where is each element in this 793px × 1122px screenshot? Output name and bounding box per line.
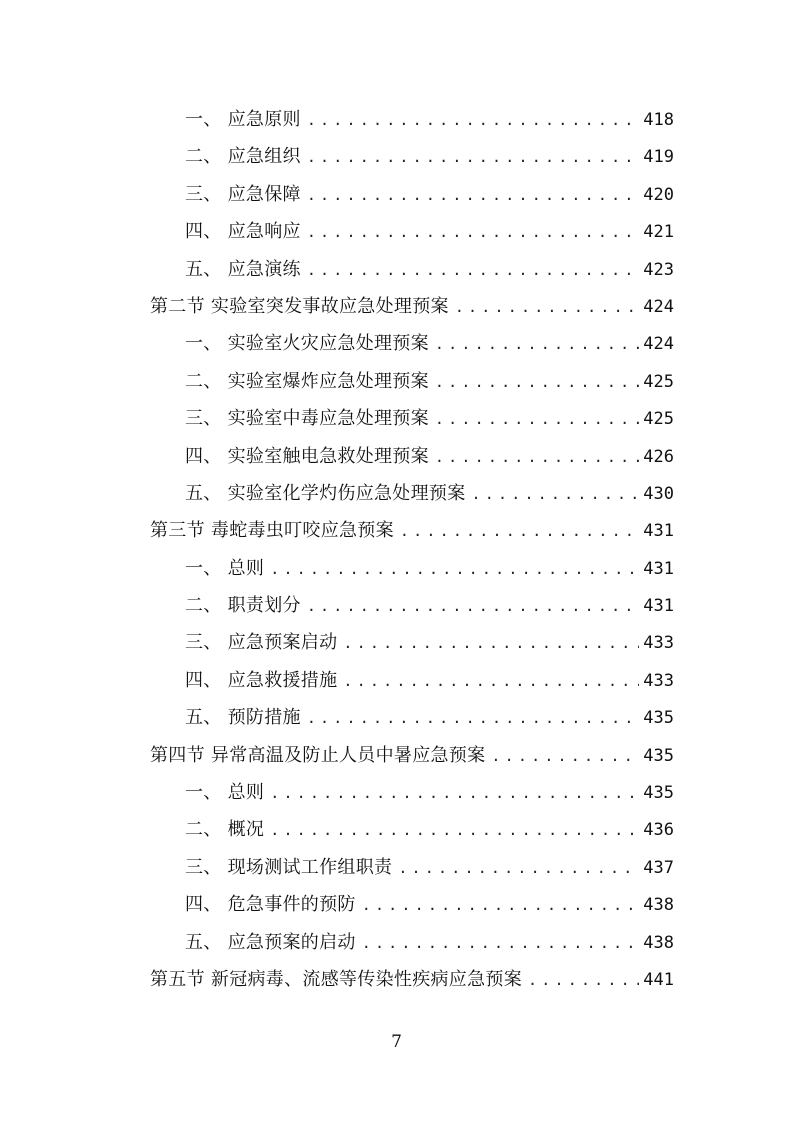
toc-entry-label	[185, 138, 301, 175]
toc-entry-title: 应急预案启动	[227, 632, 338, 654]
toc-entry-title: 应急组织	[227, 146, 301, 168]
toc-dot-leader	[435, 364, 639, 401]
toc-dot-leader	[400, 513, 639, 550]
toc-dot-leader	[362, 925, 640, 962]
toc-entry-page: 435	[643, 745, 674, 766]
toc-dot-leader	[307, 139, 639, 176]
toc-entry-page: 419	[643, 147, 674, 168]
toc-entry-number: 五、	[185, 931, 222, 953]
toc-dot-leader	[435, 439, 639, 476]
toc-entry-number: 一、	[185, 782, 222, 804]
toc-subsection-entry[interactable]	[150, 176, 674, 213]
toc-dot-leader	[270, 551, 639, 588]
toc-subsection-entry[interactable]	[150, 662, 674, 699]
toc-entry-number: 四、	[185, 445, 222, 467]
toc-entry-number: 第二节	[150, 295, 205, 317]
toc-subsection-entry[interactable]	[150, 849, 674, 886]
toc-entry-number: 一、	[185, 333, 222, 355]
toc-entry-label	[185, 662, 337, 699]
toc-entry-label	[185, 176, 301, 213]
toc-entry-label	[185, 624, 337, 661]
toc-entry-title: 实验室化学灼伤应急处理预案	[227, 482, 466, 504]
toc-entry-page: 425	[643, 409, 674, 430]
toc-subsection-entry[interactable]	[150, 624, 674, 661]
toc-entry-label	[185, 924, 356, 961]
toc-entry-number: 三、	[185, 408, 222, 430]
toc-entry-page: 441	[643, 969, 674, 990]
toc-entry-title: 实验室突发事故应急处理预案	[210, 295, 449, 317]
toc-dot-leader	[307, 588, 639, 625]
toc-entry-label	[185, 699, 301, 736]
toc-dot-leader	[435, 326, 639, 363]
toc-entry-label	[185, 774, 264, 811]
toc-entry-label	[185, 811, 264, 848]
toc-dot-leader	[491, 738, 639, 775]
toc-entry-page: 420	[643, 184, 674, 205]
toc-dot-leader	[270, 812, 639, 849]
toc-subsection-entry[interactable]	[150, 475, 674, 512]
table-of-contents	[150, 101, 674, 998]
toc-entry-number: 三、	[185, 632, 222, 654]
toc-entry-number: 五、	[185, 707, 222, 729]
toc-dot-leader	[270, 775, 639, 812]
toc-entry-label	[185, 587, 301, 624]
toc-dot-leader	[472, 476, 640, 513]
toc-subsection-entry[interactable]	[150, 101, 674, 138]
toc-subsection-entry[interactable]	[150, 138, 674, 175]
toc-entry-title: 应急预案的启动	[227, 931, 356, 953]
toc-dot-leader	[528, 962, 639, 999]
toc-dot-leader	[343, 625, 639, 662]
toc-entry-number: 四、	[185, 221, 222, 243]
toc-entry-label	[185, 251, 301, 288]
toc-entry-page: 436	[643, 820, 674, 841]
toc-entry-label	[185, 475, 466, 512]
toc-subsection-entry[interactable]	[150, 587, 674, 624]
toc-entry-title: 总则	[227, 782, 265, 804]
toc-entry-number: 二、	[185, 370, 222, 392]
toc-dot-leader	[362, 887, 640, 924]
toc-entry-label	[150, 737, 485, 774]
toc-dot-leader	[343, 663, 639, 700]
toc-entry-page: 435	[643, 783, 674, 804]
toc-entry-label	[185, 849, 392, 886]
toc-subsection-entry[interactable]	[150, 550, 674, 587]
toc-entry-number: 五、	[185, 482, 222, 504]
toc-entry-page: 424	[643, 334, 674, 355]
toc-entry-label	[185, 886, 356, 923]
toc-entry-number: 第三节	[150, 520, 205, 542]
toc-entry-title: 预防措施	[227, 707, 301, 729]
toc-entry-title: 实验室火灾应急处理预案	[227, 333, 429, 355]
toc-entry-title: 现场测试工作组职责	[227, 856, 393, 878]
toc-entry-title: 职责划分	[227, 595, 301, 617]
toc-entry-title: 实验室爆炸应急处理预案	[227, 370, 429, 392]
toc-entry-title: 应急响应	[227, 221, 301, 243]
toc-entry-title: 实验室中毒应急处理预案	[227, 408, 429, 430]
toc-dot-leader	[398, 850, 639, 887]
toc-section-entry[interactable]	[150, 961, 674, 998]
toc-entry-label	[150, 961, 522, 998]
toc-entry-title: 概况	[227, 819, 265, 841]
toc-dot-leader	[435, 401, 639, 438]
toc-entry-title: 毒蛇毒虫叮咬应急预案	[210, 520, 394, 542]
toc-entry-page: 433	[643, 670, 674, 691]
toc-subsection-entry[interactable]	[150, 438, 674, 475]
toc-entry-number: 一、	[185, 109, 222, 130]
toc-dot-leader	[307, 214, 639, 251]
toc-entry-page: 431	[643, 558, 674, 579]
toc-entry-label	[185, 363, 429, 400]
toc-entry-title: 危急事件的预防	[227, 894, 356, 916]
toc-entry-page: 426	[643, 446, 674, 467]
toc-subsection-entry[interactable]	[150, 811, 674, 848]
toc-entry-number: 二、	[185, 595, 222, 617]
toc-entry-label	[185, 438, 429, 475]
toc-entry-number: 三、	[185, 183, 222, 205]
toc-subsection-entry[interactable]	[150, 400, 674, 437]
toc-entry-number: 一、	[185, 557, 222, 579]
toc-entry-title: 应急救援措施	[227, 669, 338, 691]
toc-entry-label	[185, 550, 264, 587]
toc-entry-number: 第五节	[150, 968, 205, 990]
toc-entry-page: 418	[643, 110, 674, 130]
toc-entry-page: 421	[643, 222, 674, 243]
toc-entry-page: 430	[643, 483, 674, 504]
toc-entry-number: 二、	[185, 146, 222, 168]
toc-entry-page: 437	[643, 857, 674, 878]
toc-entry-page: 425	[643, 371, 674, 392]
toc-entry-page: 423	[643, 259, 674, 280]
toc-subsection-entry[interactable]	[150, 774, 674, 811]
toc-entry-number: 第四节	[150, 744, 205, 766]
toc-entry-number: 二、	[185, 819, 222, 841]
toc-section-entry[interactable]	[150, 737, 674, 774]
toc-subsection-entry[interactable]	[150, 699, 674, 736]
toc-entry-number: 四、	[185, 894, 222, 916]
toc-entry-title: 应急演练	[227, 258, 301, 280]
toc-entry-page: 431	[643, 521, 674, 542]
toc-dot-leader	[307, 700, 639, 737]
toc-entry-page: 435	[643, 708, 674, 729]
toc-section-entry[interactable]	[150, 288, 674, 325]
toc-dot-leader	[307, 177, 639, 214]
toc-entry-label	[150, 512, 394, 549]
toc-entry-number: 五、	[185, 258, 222, 280]
toc-entry-label	[185, 213, 301, 250]
toc-entry-label	[185, 325, 429, 362]
toc-dot-leader	[455, 289, 639, 326]
toc-subsection-entry[interactable]	[150, 251, 674, 288]
toc-entry-title: 新冠病毒、流感等传染性疾病应急预案	[210, 968, 523, 990]
toc-entry-page: 438	[643, 932, 674, 953]
toc-entry-page: 424	[643, 296, 674, 317]
toc-subsection-entry[interactable]	[150, 213, 674, 250]
toc-dot-leader	[307, 102, 639, 139]
toc-entry-label	[185, 101, 301, 138]
toc-subsection-entry[interactable]	[150, 325, 674, 362]
toc-entry-title: 异常高温及防止人员中暑应急预案	[210, 744, 486, 766]
toc-dot-leader	[307, 252, 639, 289]
page-number: 7	[391, 1032, 402, 1052]
toc-subsection-entry[interactable]	[150, 886, 674, 923]
toc-subsection-entry[interactable]	[150, 924, 674, 961]
toc-entry-title: 总则	[227, 557, 265, 579]
toc-entry-label	[150, 288, 449, 325]
toc-subsection-entry[interactable]	[150, 363, 674, 400]
toc-entry-title: 实验室触电急救处理预案	[227, 445, 429, 467]
toc-entry-page: 433	[643, 633, 674, 654]
toc-section-entry[interactable]	[150, 512, 674, 549]
toc-entry-page: 431	[643, 596, 674, 617]
toc-entry-number: 三、	[185, 856, 222, 878]
toc-entry-title: 应急原则	[227, 109, 301, 130]
toc-entry-title: 应急保障	[227, 183, 301, 205]
toc-entry-label	[185, 400, 429, 437]
toc-entry-page: 438	[643, 895, 674, 916]
toc-entry-number: 四、	[185, 669, 222, 691]
